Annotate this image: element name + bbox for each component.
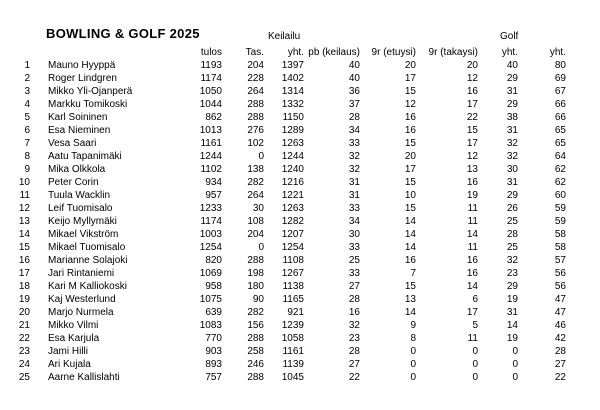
total-cell: 80: [554, 60, 566, 71]
bowling-yht-cell: 1263: [281, 203, 304, 214]
table-row: [0, 150, 600, 163]
total-cell: 56: [554, 281, 566, 292]
golf-yht-cell: 14: [506, 320, 518, 331]
table-row: [0, 59, 600, 72]
tulos-cell: 862: [205, 112, 222, 123]
back9-cell: 0: [472, 346, 478, 357]
back9-cell: 5: [472, 320, 478, 331]
golf-yht-cell: 0: [512, 359, 518, 370]
tas-cell: 276: [247, 125, 264, 136]
bowling-yht-cell: 1239: [281, 320, 304, 331]
pb-cell: 16: [348, 307, 360, 318]
tulos-cell: 903: [205, 346, 222, 357]
tas-cell: 198: [247, 268, 264, 279]
front9-cell: 9: [410, 320, 416, 331]
back9-cell: 0: [472, 359, 478, 370]
tas-cell: 246: [247, 359, 264, 370]
back9-cell: 16: [466, 268, 478, 279]
bowling-yht-cell: 1165: [282, 294, 304, 305]
table-row: [0, 319, 600, 332]
tas-cell: 102: [247, 138, 264, 149]
front9-cell: 13: [404, 294, 416, 305]
page-title: BOWLING & GOLF 2025: [46, 26, 200, 41]
back9-cell: 16: [466, 86, 478, 97]
table-row: [0, 98, 600, 111]
bowling-yht-cell: 1216: [281, 177, 304, 188]
tas-cell: 0: [258, 151, 264, 162]
front9-cell: 15: [404, 138, 416, 149]
name-cell: Vesa Saari: [48, 138, 97, 149]
name-cell: Roger Lindgren: [48, 73, 117, 84]
tulos-cell: 1174: [200, 216, 222, 227]
pb-cell: 27: [348, 281, 360, 292]
front9-cell: 17: [404, 73, 416, 84]
golf-yht-cell: 25: [506, 216, 518, 227]
front9-cell: 20: [404, 60, 416, 71]
rank-cell: 24: [18, 359, 30, 370]
rank-cell: 21: [18, 320, 30, 331]
front9-cell: 15: [404, 203, 416, 214]
rank-cell: 6: [24, 125, 30, 136]
front9-cell: 16: [404, 255, 416, 266]
back9-cell: 19: [466, 190, 478, 201]
name-cell: Ari Kujala: [48, 359, 91, 370]
pb-cell: 40: [348, 73, 360, 84]
name-cell: Keijo Myllymäki: [48, 216, 117, 227]
rank-cell: 2: [24, 73, 30, 84]
pb-cell: 33: [348, 268, 360, 279]
bowling-group-label: Keilailu: [268, 31, 301, 42]
name-cell: Mauno Hyyppä: [48, 60, 116, 71]
golf-yht-cell: 29: [506, 99, 518, 110]
col-header-total: yht.: [549, 47, 566, 58]
bowling-yht-cell: 1108: [282, 255, 304, 266]
rank-cell: 17: [18, 268, 30, 279]
total-cell: 27: [554, 359, 566, 370]
tas-cell: 108: [247, 216, 264, 227]
bowling-yht-cell: 1397: [281, 60, 304, 71]
table-row: [0, 267, 600, 280]
golf-yht-cell: 31: [506, 177, 518, 188]
total-cell: 42: [554, 333, 566, 344]
rank-cell: 4: [24, 99, 30, 110]
back9-cell: 12: [466, 73, 478, 84]
name-cell: Mikael Vikström: [48, 229, 119, 240]
back9-cell: 17: [466, 307, 478, 318]
total-cell: 56: [554, 268, 566, 279]
tulos-cell: 1050: [199, 86, 222, 97]
pb-cell: 25: [348, 255, 360, 266]
tas-cell: 288: [247, 112, 264, 123]
rank-cell: 8: [24, 151, 30, 162]
golf-yht-cell: 25: [506, 242, 518, 253]
tulos-cell: 1075: [199, 294, 222, 305]
back9-cell: 12: [466, 151, 478, 162]
pb-cell: 32: [348, 151, 360, 162]
total-cell: 22: [554, 372, 566, 383]
table-row: [0, 293, 600, 306]
tulos-cell: 1174: [200, 73, 222, 84]
tas-cell: 156: [247, 320, 264, 331]
golf-yht-cell: 31: [506, 125, 518, 136]
total-cell: 64: [554, 151, 566, 162]
back9-cell: 22: [466, 112, 478, 123]
golf-yht-cell: 0: [512, 346, 518, 357]
name-cell: Karl Soininen: [48, 112, 108, 123]
rank-cell: 11: [19, 190, 30, 201]
name-cell: Tuula Wacklin: [48, 190, 111, 201]
name-cell: Esa Nieminen: [48, 125, 111, 136]
back9-cell: 0: [472, 372, 478, 383]
pb-cell: 28: [348, 346, 360, 357]
table-row: [0, 345, 600, 358]
pb-cell: 27: [348, 359, 360, 370]
rank-cell: 20: [18, 307, 30, 318]
tas-cell: 30: [252, 203, 264, 214]
name-cell: Mika Olkkola: [48, 164, 106, 175]
front9-cell: 10: [404, 190, 416, 201]
col-header-tulos: tulos: [200, 47, 222, 58]
total-cell: 65: [554, 138, 566, 149]
tas-cell: 288: [247, 372, 264, 383]
bowling-yht-cell: 1267: [281, 268, 304, 279]
tas-cell: 204: [247, 229, 264, 240]
tas-cell: 204: [247, 60, 264, 71]
total-cell: 66: [554, 112, 566, 123]
golf-yht-cell: 19: [506, 294, 518, 305]
table-row: [0, 306, 600, 319]
pb-cell: 34: [348, 125, 360, 136]
bowling-yht-cell: 1058: [281, 333, 304, 344]
front9-cell: 15: [404, 86, 416, 97]
front9-cell: 14: [404, 216, 416, 227]
rank-cell: 3: [24, 86, 30, 97]
tulos-cell: 958: [205, 281, 222, 292]
tas-cell: 264: [247, 190, 264, 201]
total-cell: 60: [554, 190, 566, 201]
pb-cell: 28: [348, 294, 360, 305]
back9-cell: 11: [467, 242, 478, 253]
total-cell: 58: [554, 229, 566, 240]
table-row: [0, 332, 600, 345]
pb-cell: 33: [348, 242, 360, 253]
rank-cell: 7: [24, 138, 30, 149]
total-cell: 66: [554, 99, 566, 110]
golf-yht-cell: 28: [506, 229, 518, 240]
golf-yht-cell: 26: [506, 203, 518, 214]
tulos-cell: 1083: [199, 320, 222, 331]
tulos-cell: 757: [205, 372, 222, 383]
front9-cell: 0: [410, 359, 416, 370]
front9-cell: 15: [404, 281, 416, 292]
tulos-cell: 957: [205, 190, 222, 201]
bowling-yht-cell: 1150: [282, 112, 304, 123]
table-row: [0, 202, 600, 215]
table-row: [0, 254, 600, 267]
pb-cell: 33: [348, 138, 360, 149]
pb-cell: 33: [348, 203, 360, 214]
table-row: [0, 215, 600, 228]
bowling-yht-cell: 1402: [281, 73, 304, 84]
bowling-yht-cell: 1263: [281, 138, 304, 149]
name-cell: Markku Tomikoski: [48, 99, 128, 110]
back9-cell: 14: [466, 281, 478, 292]
front9-cell: 0: [410, 372, 416, 383]
bowling-yht-cell: 1332: [281, 99, 304, 110]
tas-cell: 288: [247, 255, 264, 266]
rank-cell: 13: [18, 216, 30, 227]
rank-cell: 15: [18, 242, 30, 253]
tulos-cell: 934: [205, 177, 222, 188]
tulos-cell: 1161: [200, 138, 222, 149]
name-cell: Aatu Tapanimäki: [48, 151, 122, 162]
bowling-yht-cell: 1139: [282, 359, 304, 370]
golf-yht-cell: 0: [512, 372, 518, 383]
front9-cell: 14: [404, 242, 416, 253]
pb-cell: 23: [348, 333, 360, 344]
bowling-yht-cell: 1045: [281, 372, 304, 383]
back9-cell: 14: [466, 229, 478, 240]
bowling-yht-cell: 1161: [282, 346, 304, 357]
tas-cell: 288: [247, 333, 264, 344]
bowling-yht-cell: 1244: [281, 151, 304, 162]
bowling-yht-cell: 1289: [281, 125, 304, 136]
pb-cell: 32: [348, 164, 360, 175]
total-cell: 57: [554, 255, 566, 266]
tas-cell: 90: [252, 294, 264, 305]
front9-cell: 8: [410, 333, 416, 344]
golf-yht-cell: 38: [506, 112, 518, 123]
name-cell: Jami Hilli: [48, 346, 88, 357]
golf-yht-cell: 29: [506, 73, 518, 84]
pb-cell: 32: [348, 320, 360, 331]
table-header: [0, 46, 600, 59]
golf-yht-cell: 29: [506, 190, 518, 201]
table-row: [0, 241, 600, 254]
tas-cell: 138: [247, 164, 264, 175]
rank-cell: 18: [18, 281, 30, 292]
rank-cell: 10: [18, 177, 30, 188]
bowling-yht-cell: 1282: [281, 216, 304, 227]
pb-cell: 28: [348, 112, 360, 123]
pb-cell: 30: [348, 229, 360, 240]
front9-cell: 20: [404, 151, 416, 162]
table-row: [0, 137, 600, 150]
golf-group-label: Golf: [500, 31, 519, 42]
total-cell: 62: [554, 164, 566, 175]
table-row: [0, 176, 600, 189]
tas-cell: 282: [247, 177, 264, 188]
tulos-cell: 1013: [199, 125, 222, 136]
tulos-cell: 893: [205, 359, 222, 370]
golf-yht-cell: 19: [506, 333, 518, 344]
rank-cell: 12: [18, 203, 30, 214]
total-cell: 69: [554, 73, 566, 84]
total-cell: 65: [554, 125, 566, 136]
name-cell: Leif Tuomisalo: [48, 203, 113, 214]
front9-cell: 12: [404, 99, 416, 110]
golf-yht-cell: 23: [506, 268, 518, 279]
back9-cell: 11: [467, 216, 478, 227]
total-cell: 59: [554, 216, 566, 227]
rank-cell: 23: [18, 346, 30, 357]
tulos-cell: 1193: [200, 60, 222, 71]
back9-cell: 20: [466, 60, 478, 71]
tulos-cell: 1254: [199, 242, 222, 253]
back9-cell: 11: [467, 333, 478, 344]
total-cell: 46: [554, 320, 566, 331]
front9-cell: 16: [404, 125, 416, 136]
total-cell: 62: [554, 177, 566, 188]
name-cell: Jari Rintaniemi: [48, 268, 115, 279]
golf-yht-cell: 31: [506, 86, 518, 97]
rank-cell: 22: [18, 333, 30, 344]
table-row: [0, 371, 600, 384]
total-cell: 28: [554, 346, 566, 357]
front9-cell: 15: [404, 177, 416, 188]
name-cell: Marjo Nurmela: [48, 307, 114, 318]
name-cell: Aarne Kallislahti: [48, 372, 120, 383]
rank-cell: 5: [24, 112, 30, 123]
front9-cell: 17: [404, 164, 416, 175]
tulos-cell: 1233: [199, 203, 222, 214]
tulos-cell: 1069: [199, 268, 222, 279]
tulos-cell: 1003: [199, 229, 222, 240]
rank-cell: 16: [18, 255, 30, 266]
name-cell: Mikko Vilmi: [48, 320, 99, 331]
back9-cell: 16: [466, 255, 478, 266]
golf-yht-cell: 32: [506, 151, 518, 162]
back9-cell: 17: [466, 138, 478, 149]
tulos-cell: 820: [205, 255, 222, 266]
back9-cell: 13: [466, 164, 478, 175]
bowling-yht-cell: 1314: [281, 86, 304, 97]
pb-cell: 40: [348, 60, 360, 71]
total-cell: 47: [554, 307, 566, 318]
total-cell: 59: [554, 203, 566, 214]
rank-cell: 9: [24, 164, 30, 175]
pb-cell: 34: [348, 216, 360, 227]
golf-yht-cell: 40: [506, 60, 518, 71]
golf-yht-cell: 32: [506, 255, 518, 266]
front9-cell: 16: [404, 112, 416, 123]
rank-cell: 1: [24, 60, 30, 71]
bowling-yht-cell: 1221: [281, 190, 304, 201]
col-header-back9: 9r (takaysi): [428, 47, 478, 58]
name-cell: Esa Karjula: [48, 333, 100, 344]
table-row: [0, 280, 600, 293]
golf-yht-cell: 30: [506, 164, 518, 175]
pb-cell: 31: [348, 190, 360, 201]
back9-cell: 17: [466, 99, 478, 110]
col-header-bowling-yht: yht.: [287, 47, 304, 58]
bowling-yht-cell: 921: [287, 307, 304, 318]
back9-cell: 6: [472, 294, 478, 305]
tulos-cell: 770: [205, 333, 222, 344]
front9-cell: 14: [404, 307, 416, 318]
total-cell: 47: [554, 294, 566, 305]
pb-cell: 36: [348, 86, 360, 97]
col-header-tas: Tas.: [245, 47, 264, 58]
table-row: [0, 124, 600, 137]
name-cell: Mikko Yli-Ojanperä: [48, 86, 133, 97]
rank-cell: 19: [18, 294, 30, 305]
rank-cell: 14: [18, 229, 30, 240]
col-header-front9: 9r (etuysi): [371, 47, 416, 58]
tas-cell: 180: [247, 281, 264, 292]
pb-cell: 31: [348, 177, 360, 188]
bowling-yht-cell: 1240: [281, 164, 304, 175]
tulos-cell: 1244: [199, 151, 222, 162]
bowling-yht-cell: 1254: [281, 242, 304, 253]
tulos-cell: 639: [205, 307, 222, 318]
name-cell: Mikael Tuomisalo: [48, 242, 126, 253]
tas-cell: 258: [247, 346, 264, 357]
tas-cell: 228: [247, 73, 264, 84]
golf-yht-cell: 29: [506, 281, 518, 292]
front9-cell: 7: [410, 268, 416, 279]
name-cell: Peter Corin: [48, 177, 99, 188]
bowling-yht-cell: 1207: [281, 229, 304, 240]
table-row: [0, 85, 600, 98]
table-row: [0, 228, 600, 241]
front9-cell: 0: [410, 346, 416, 357]
pb-cell: 22: [348, 372, 360, 383]
tas-cell: 0: [258, 242, 264, 253]
golf-yht-cell: 31: [506, 307, 518, 318]
tulos-cell: 1044: [199, 99, 222, 110]
front9-cell: 14: [404, 229, 416, 240]
name-cell: Kari M Kalliokoski: [48, 281, 127, 292]
total-cell: 67: [554, 86, 566, 97]
bowling-yht-cell: 1138: [282, 281, 304, 292]
table-row: [0, 358, 600, 371]
rank-cell: 25: [18, 372, 30, 383]
table-row: [0, 163, 600, 176]
table-row: [0, 189, 600, 202]
back9-cell: 15: [466, 125, 478, 136]
col-header-golf-yht: yht.: [501, 47, 518, 58]
tas-cell: 282: [247, 307, 264, 318]
back9-cell: 11: [467, 203, 478, 214]
tulos-cell: 1102: [200, 164, 222, 175]
table-row: [0, 72, 600, 85]
golf-yht-cell: 32: [506, 138, 518, 149]
tas-cell: 264: [247, 86, 264, 97]
name-cell: Marianne Solajoki: [48, 255, 128, 266]
table-row: [0, 111, 600, 124]
col-header-pb: pb (keilaus): [308, 47, 360, 58]
back9-cell: 16: [466, 177, 478, 188]
pb-cell: 37: [348, 99, 360, 110]
total-cell: 58: [554, 242, 566, 253]
name-cell: Kaj Westerlund: [48, 294, 116, 305]
tas-cell: 288: [247, 99, 264, 110]
